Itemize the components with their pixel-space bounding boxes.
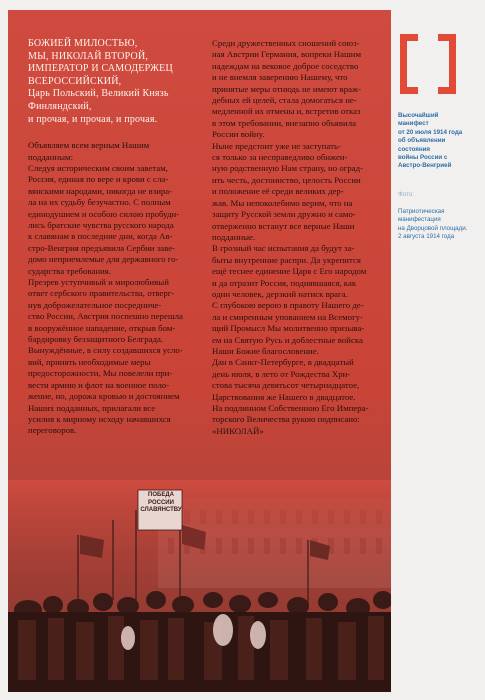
photo-banner-text: ПОБЕДА РОССИИ СЛАВЯНСТВУ [140,492,182,513]
manifesto-paragraph: Дан в Санкт-Петербурге, в двадцатый день июля, в лето от Рождества Хри- стова тысяча девятьсот четырнадцатое, Царствования же Нашего в двадцатое. [212,357,360,402]
manifesto-left-column [28,38,203,437]
manifesto-title: БОЖИЕЙ МИЛОСТЬЮ, МЫ, НИКОЛАЙ ВТОРОЙ, ИМПЕРАТОР И САМОДЕРЖЕЦ ВСЕРОССИЙСКИЙ, Царь Польский, Великий Князь Финляндский, и прочая, и прочая, и прочая. [28,38,173,125]
bracket-icon [400,34,456,82]
manifesto-paragraph: С глубокою верою в правоту Нашего де- ла и смиренным упованием на Всемогу- щий Промысл Мы молитвенно призыва- ем на Святую Русь и доблестные войска Наши Божие благословение. [212,300,365,356]
manifesto-paragraph: Следуя историческим своим заветам, Россия, единая по вере и крови с сла- вянскими народами, никогда не взира- ла на их судьбу безучастно. С полным единодушием и особою силою пробуди- лись братские чувства русского народа к славянам в последние дни, когда Ав- стро-Венгрия предъявила Сербии заве- домо неприемлемые для державного го- сударства требования. [28,162,180,276]
manifesto-paragraph: Ныне предстоит уже не заступать- ся только за несправедливо обижен- ную родственную Нам страну, но оград- ить честь, достоинство, целость России и положение её среди великих дер- жав. Мы непоколебимо верим, что на защиту Русской земли дружно и само- отверженно встанут все верные Наши подданные. [212,140,364,242]
photo-caption-text: Патриотическая манифестация на Дворцовой площади. 2 августа 1914 года [398,208,468,241]
manifesto-paragraph: В грозный час испытания да будут за- быты внутренние распри. Да укрепится ещё теснее единение Царя с Его народом и да отразит Россия, поднявшаяся, как один человек, дерзкий натиск врага. [212,243,367,299]
magazine-page [8,10,391,692]
manifesto-paragraph: Презрев уступчивый и миролюбивый ответ сербского правительства, отверг- нув доброжелательное посредниче- ство России, Австрия поспешно перешла в вооружённое нападение, открыв бом- бардировку беззащитного Белграда. Вынуждённые, в силу создавшихся усло- вий, принять необходимые меры предосторожности, Мы повелели при- вести армию и флот на военное поло- жение, но, дорожа кровью и достоянием Наших подданных, прилагали все усилия к мирному исходу начавшихся переговоров. [28,277,183,436]
manifesto-paragraph: Среди дружественных сношений союз- ная Австрии Германия, вопреки Нашим надеждам на вековое доброе соседство и не внемля заверению Нашему, что принятые меры отнюдь не имеют враж- дебных ей целей, стала домогаться не- медленной их отмены и, встретив отказ в этом требовании, внезапно объявила России войну. [212,38,362,140]
sidebar-notes [398,34,480,242]
manifesto-signature: На подлинном Собственною Его Импера- торского Величества рукою подписано: «НИКОЛАЙ» [212,403,369,436]
document-title-note: Высочайший манифест от 20 июля 1914 года об объявлении состояния войны России с Австро-Венгрией [398,112,463,170]
manifesto-address: Объявляем всем верным Нашим подданным: [28,140,150,162]
photo-caption [398,183,480,242]
photo-caption-lead: Фото: [398,191,414,199]
manifesto-right-column [212,38,382,437]
demonstration-photo [8,480,391,692]
